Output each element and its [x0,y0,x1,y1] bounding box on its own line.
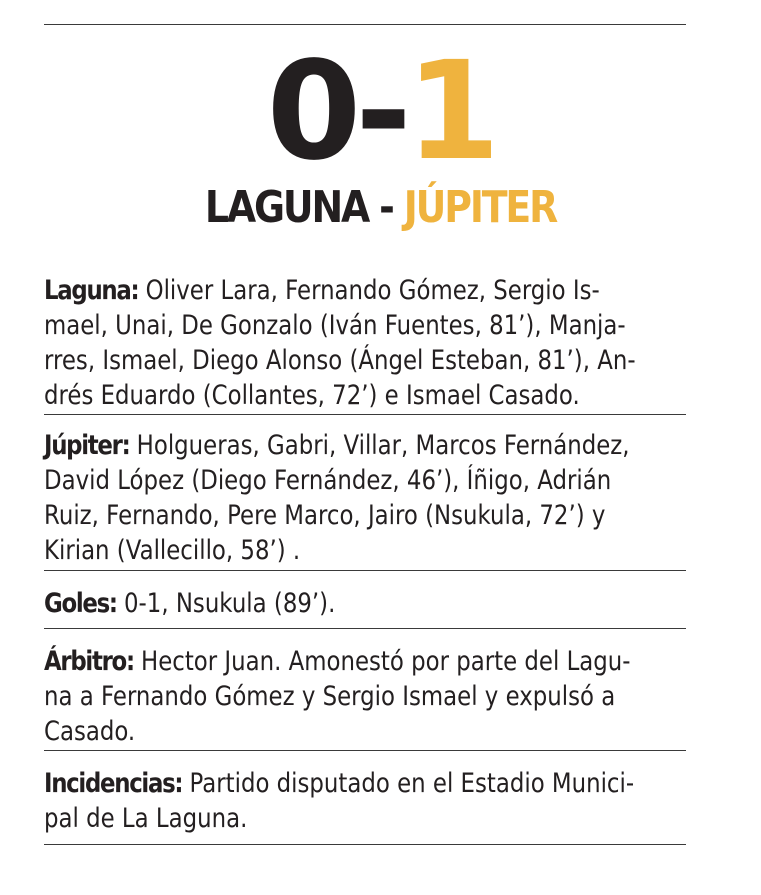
referee-section [44,644,686,749]
goals-label: Goles: [44,588,117,619]
divider-4 [44,750,686,751]
incidents-line-2: pal de La Laguna. [44,803,248,834]
incidents-section [44,766,686,836]
jupiter-lineup [44,428,686,568]
away-team-name: JÚPITER [403,182,557,233]
incidents-line-1 [44,766,686,801]
laguna-lineup [44,273,686,413]
goals-text-1: 0-1, Nsukula (89’). [116,588,336,619]
jupiter-line-2: David López (Diego Fernández, 46’), Íñigo, Adrián [44,465,612,496]
laguna-text-1: Oliver Lara, Fernando Gómez, Sergio Is- [138,275,600,306]
divider-3 [44,628,686,629]
match-teams [53,180,707,236]
referee-text-1: Hector Juan. Amonestó por parte del Lagu- [133,646,631,677]
jupiter-line-4: Kirian (Vallecillo, 58’) . [44,535,301,566]
away-score: 1 [405,33,495,191]
incidents-label: Incidencias: [44,768,183,799]
goals-line-1 [44,586,686,621]
score-separator: - [355,33,406,191]
jupiter-line-1 [44,428,686,463]
referee-line-1 [44,644,686,679]
referee-label: Árbitro: [44,646,134,677]
incidents-text-1: Partido disputado en el Estadio Munici- [182,768,635,799]
referee-line-2: na a Fernando Gómez y Sergio Ismael y expulsó a [44,681,616,712]
match-score [0,33,761,191]
home-score: 0 [266,33,356,191]
jupiter-line-3: Ruiz, Fernando, Pere Marco, Jairo (Nsukula, 72’) y [44,500,606,531]
home-team-name: LAGUNA [204,182,369,233]
divider-2 [44,570,686,571]
laguna-line-1 [44,273,686,308]
goals-section [44,586,686,621]
referee-line-3: Casado. [44,716,136,747]
laguna-label: Laguna: [44,275,139,306]
laguna-line-3: rres, Ismael, Diego Alonso (Ángel Esteban, 81’), An- [44,345,636,376]
jupiter-text-1: Holgueras, Gabri, Villar, Marcos Fernández, [129,430,630,461]
teams-separator: - [368,182,404,233]
top-divider [44,24,686,25]
laguna-line-2: mael, Unai, De Gonzalo (Iván Fuentes, 81’), Manja- [44,310,626,341]
jupiter-label: Júpiter: [44,430,130,461]
divider-1 [44,414,686,415]
laguna-line-4: drés Eduardo (Collantes, 72’) e Ismael Casado. [44,380,580,411]
bottom-divider [44,844,686,845]
